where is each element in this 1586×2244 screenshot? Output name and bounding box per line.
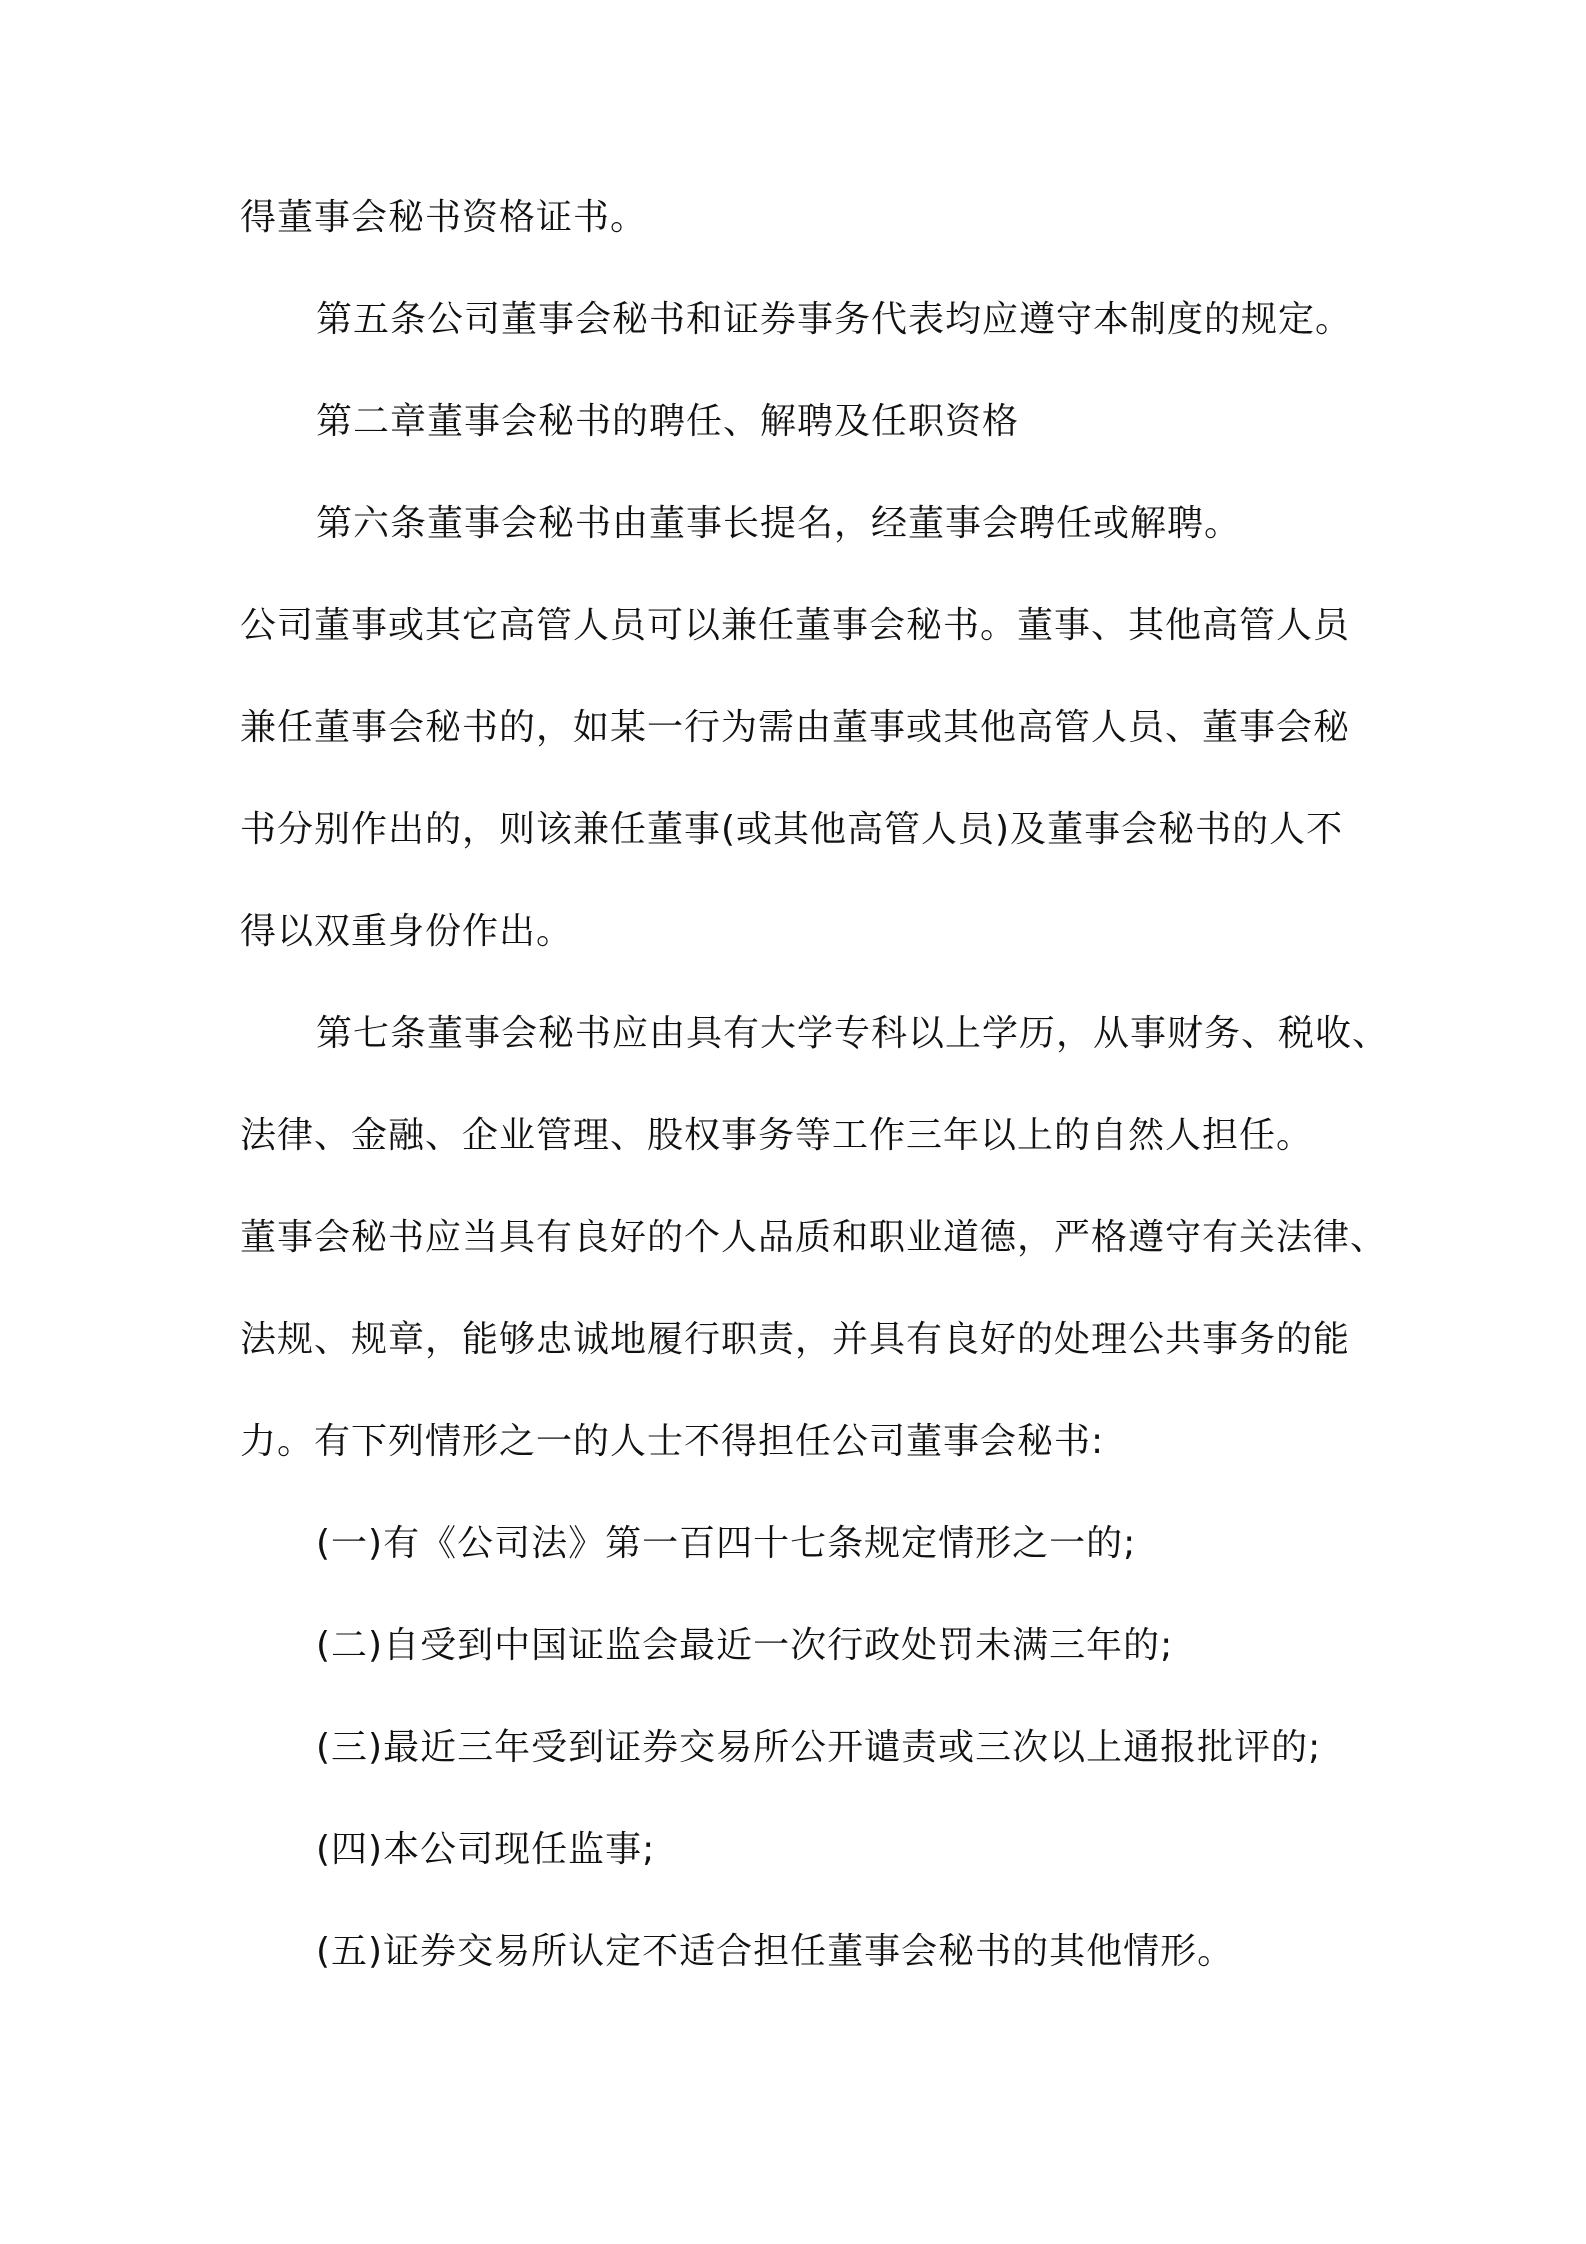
list-item: (一)有《公司法》第一百四十七条规定情形之一的;	[316, 1523, 1137, 1564]
text-line: 得董事会秘书资格证书。	[240, 197, 648, 238]
section-heading: 第二章董事会秘书的聘任、解聘及任职资格	[316, 401, 1020, 442]
text-line: 力。有下列情形之一的人士不得担任公司董事会秘书:	[240, 1421, 1105, 1462]
list-item: (二)自受到中国证监会最近一次行政处罚未满三年的;	[316, 1625, 1174, 1666]
text-line: 第五条公司董事会秘书和证券事务代表均应遵守本制度的规定。	[316, 299, 1353, 340]
text-line: 得以双重身份作出。	[240, 911, 574, 952]
text-line: 法律、金融、企业管理、股权事务等工作三年以上的自然人担任。	[240, 1115, 1314, 1156]
text-line: 董事会秘书应当具有良好的个人品质和职业道德，严格遵守有关法律、	[240, 1217, 1388, 1258]
text-line: 兼任董事会秘书的，如某一行为需由董事或其他高管人员、董事会秘	[240, 707, 1351, 748]
list-item: (三)最近三年受到证券交易所公开谴责或三次以上通报批评的;	[316, 1727, 1322, 1768]
text-line: 法规、规章，能够忠诚地履行职责，并具有良好的处理公共事务的能	[240, 1319, 1351, 1360]
text-line: 书分别作出的，则该兼任董事(或其他高管人员)及董事会秘书的人不	[240, 809, 1344, 850]
text-line: 第七条董事会秘书应由具有大学专科以上学历，从事财务、税收、	[316, 1013, 1390, 1054]
text-line: 第六条董事会秘书由董事长提名，经董事会聘任或解聘。	[316, 503, 1242, 544]
text-line: 公司董事或其它高管人员可以兼任董事会秘书。董事、其他高管人员	[240, 605, 1351, 646]
list-item: (五)证券交易所认定不适合担任董事会秘书的其他情形。	[316, 1931, 1235, 1972]
list-item: (四)本公司现任监事;	[316, 1829, 656, 1870]
